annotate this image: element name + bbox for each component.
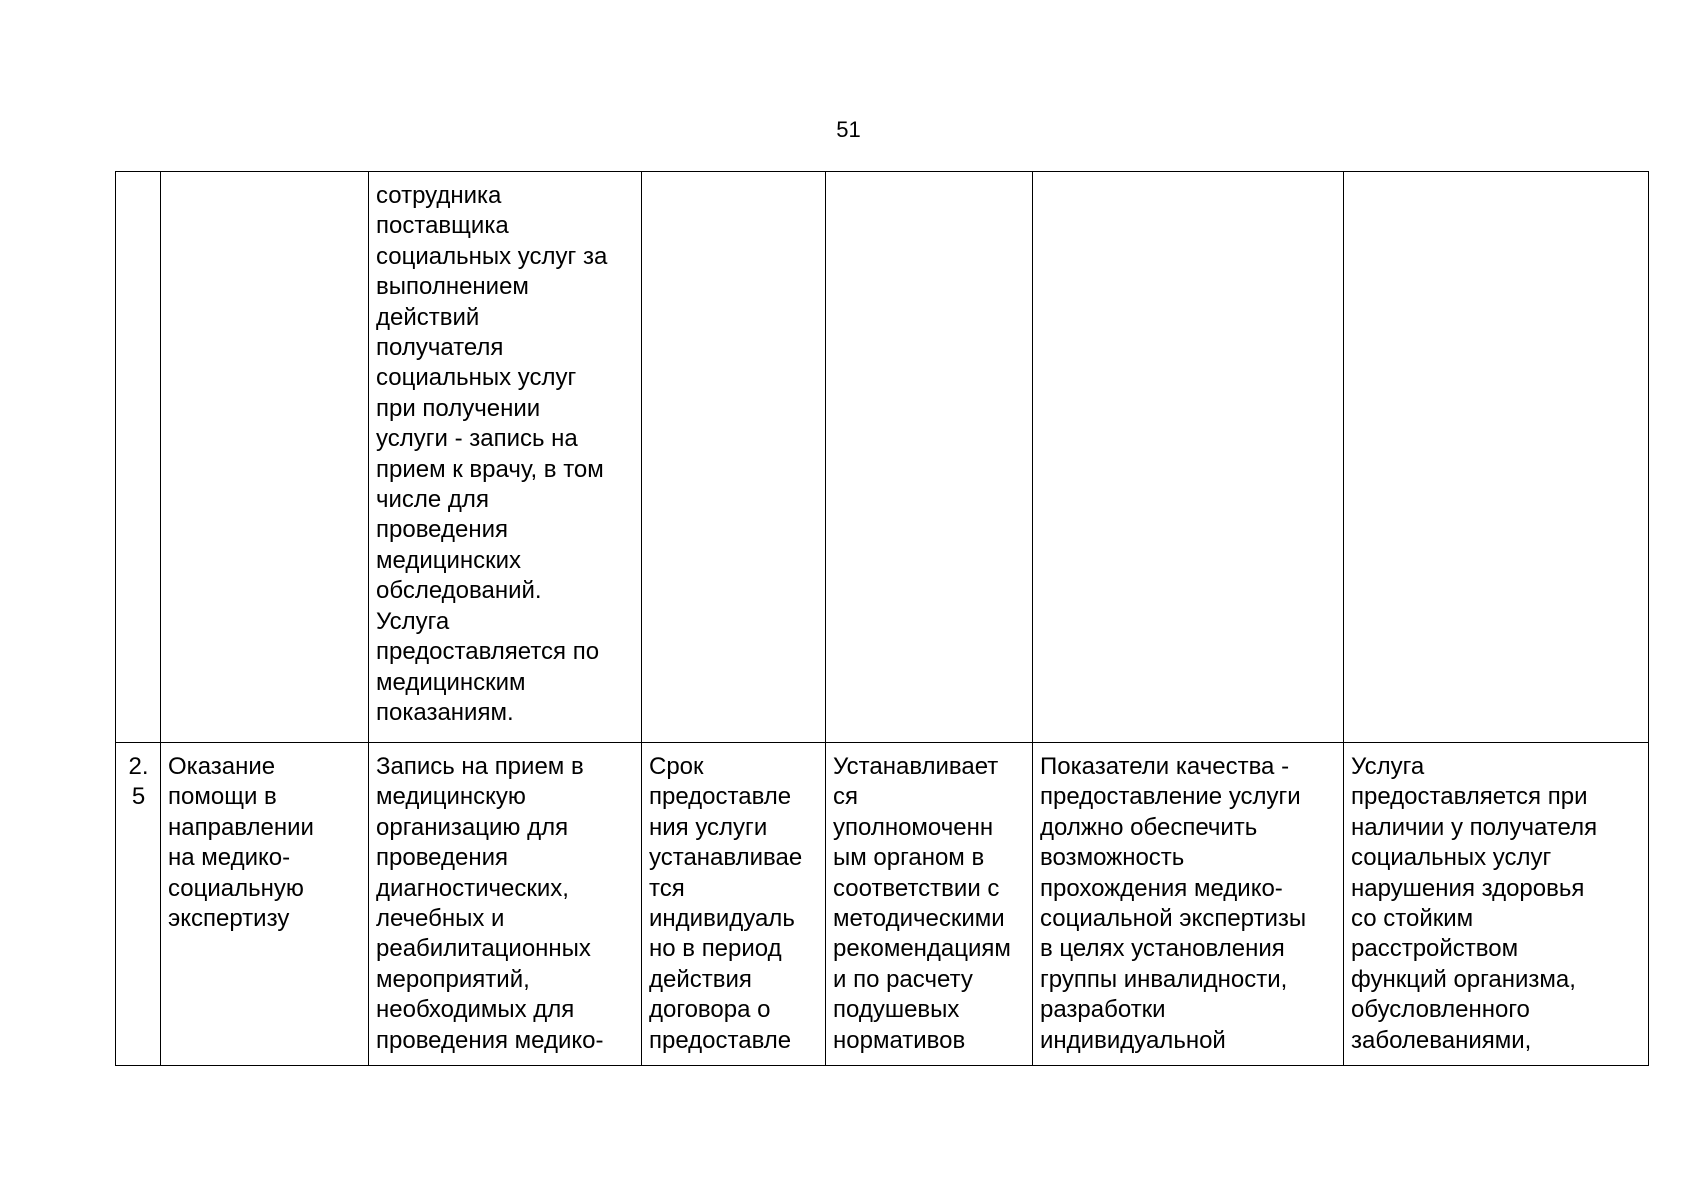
- services-table: [115, 171, 1649, 1066]
- page-number: 51: [836, 117, 861, 142]
- service-description: Запись на прием в медицинскую организацию для проведения диагностических, лечебных и реабилитационных мероприятий, необходимых для проведения медико-: [376, 753, 604, 1054]
- service-norm-cell: [826, 743, 1033, 1066]
- table-row: [116, 743, 1649, 1066]
- service-name-cell: [161, 743, 369, 1066]
- service-norm-cell: [826, 172, 1033, 743]
- row-number-cell: [116, 743, 161, 1066]
- service-description: сотрудника поставщика социальных услуг за выполнением действий получателя социальных услуг при получении услуги - запись на прием к врачу, в том числе для проведения медицинских обследований. Услуга предоставляется по медицинским показаниям.: [376, 182, 608, 726]
- service-term-cell: [642, 743, 826, 1066]
- service-norm: Устанавливает ся уполномоченн ым органом в соответствии с методическими рекомендациям и по расчету подушевых нормативов: [833, 753, 1011, 1054]
- service-name-cell: [161, 172, 369, 743]
- row-number: 2. 5: [128, 753, 149, 811]
- service-term-cell: [642, 172, 826, 743]
- service-quality: Показатели качества - предоставление услуги должно обеспечить возможность прохождения медико- социальной экспертизы в целях установления группы инвалидности, разработки индивидуальной: [1040, 753, 1307, 1054]
- service-description-cell: [369, 743, 642, 1066]
- service-conditions: Услуга предоставляется при наличии у получателя социальных услуг нарушения здоровья со стойким расстройством функций организма, обусловленного заболеваниями,: [1351, 753, 1598, 1054]
- service-conditions-cell: [1344, 743, 1649, 1066]
- service-description-cell: [369, 172, 642, 743]
- service-term: Срок предоставле ния услуги устанавливае тся индивидуаль но в период действия договора о предоставле: [649, 753, 803, 1054]
- table-row: [116, 172, 1649, 743]
- service-name: Оказание помощи в направлении на медико- социальную экспертизу: [168, 753, 314, 933]
- service-quality-cell: [1033, 172, 1344, 743]
- service-quality-cell: [1033, 743, 1344, 1066]
- row-number-cell: [116, 172, 161, 743]
- service-conditions-cell: [1344, 172, 1649, 743]
